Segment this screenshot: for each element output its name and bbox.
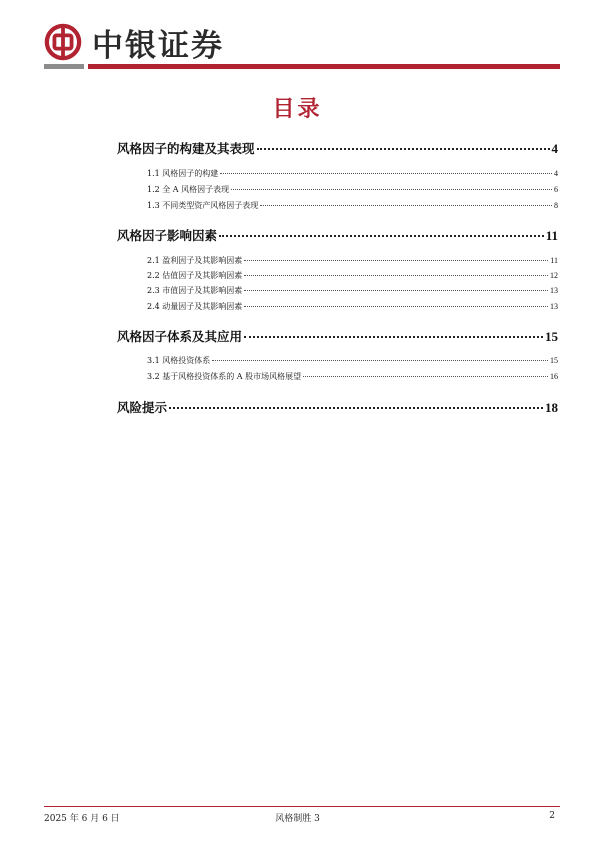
- footer-date: 2025 年 6 月 6 日: [44, 814, 120, 824]
- toc-entry-label: 风格因子体系及其应用: [117, 329, 243, 344]
- toc-entry-section[interactable]: [147, 355, 558, 366]
- toc-entry-page: 13: [550, 302, 558, 311]
- toc-entry-chapter[interactable]: [117, 139, 558, 157]
- toc-entry-section[interactable]: [147, 285, 558, 296]
- header-rule-red: [88, 64, 560, 69]
- toc-dot-leader: [244, 306, 548, 307]
- toc-dot-leader: [212, 360, 548, 361]
- toc-entry-chapter[interactable]: [117, 327, 558, 345]
- toc-entry-label: 1.1 风格因子的构建: [147, 169, 219, 178]
- toc-entry-label: 3.2 基于风格投资体系的 A 股市场风格展望: [147, 372, 302, 381]
- footer-rule: [44, 806, 560, 807]
- toc-entry-label: 1.3 不同类型资产风格因子表现: [147, 201, 259, 210]
- toc-entry-page: 4: [551, 141, 558, 156]
- toc-dot-leader: [257, 148, 550, 150]
- toc-entry-page: 15: [545, 329, 558, 344]
- toc-dot-leader: [231, 189, 552, 190]
- toc-entry-section[interactable]: [147, 255, 558, 266]
- toc-entry-page: 18: [545, 400, 558, 415]
- header-rule-gray: [44, 64, 84, 69]
- toc-entry-page: 4: [554, 169, 558, 178]
- header-logo: [44, 22, 224, 62]
- toc-dot-leader: [244, 275, 548, 276]
- toc-dot-leader: [244, 290, 548, 291]
- toc-entry-label: 2.4 动量因子及其影响因素: [147, 302, 243, 311]
- toc-entry-section[interactable]: [147, 270, 558, 281]
- toc-entry-page: 16: [550, 372, 558, 381]
- toc-entry-page: 11: [550, 256, 558, 265]
- toc-entry-chapter[interactable]: [117, 226, 558, 244]
- toc-title: 目录: [272, 96, 323, 122]
- toc-entry-page: 15: [550, 356, 558, 365]
- toc-dot-leader: [219, 235, 544, 237]
- toc-entry-label: 2.3 市值因子及其影响因素: [147, 286, 243, 295]
- toc-entry-page: 11: [545, 228, 558, 243]
- toc-entry-chapter[interactable]: [117, 398, 558, 416]
- toc-entry-section[interactable]: [147, 184, 558, 195]
- toc-entry-label: 1.2 全 A 风格因子表现: [147, 185, 230, 194]
- toc-dot-leader: [260, 205, 552, 206]
- toc-entry-section[interactable]: [147, 301, 558, 312]
- toc-entry-page: 13: [550, 286, 558, 295]
- toc-entry-label: 风格因子的构建及其表现: [117, 141, 255, 156]
- toc-entry-page: 8: [554, 201, 558, 210]
- footer-report-title: 风格制胜 3: [275, 814, 320, 824]
- toc-entry-page: 12: [550, 271, 558, 280]
- toc-entry-label: 2.1 盈利因子及其影响因素: [147, 256, 243, 265]
- toc-entry-label: 2.2 估值因子及其影响因素: [147, 271, 243, 280]
- brand-name: 中银证券: [92, 27, 224, 64]
- toc-entry-page: 6: [554, 185, 558, 194]
- toc-entry-section[interactable]: [147, 168, 558, 179]
- toc-dot-leader: [220, 173, 552, 174]
- toc-dot-leader: [303, 376, 548, 377]
- footer-page-number: 2: [549, 811, 555, 821]
- toc-dot-leader: [244, 336, 543, 338]
- toc-entry-label: 风险提示: [117, 400, 168, 415]
- toc-entry-label: 3.1 风格投资体系: [147, 356, 211, 365]
- toc-entry-label: 风格因子影响因素: [117, 228, 218, 243]
- bank-of-china-logo-icon: [44, 23, 82, 61]
- toc-entry-section[interactable]: [147, 371, 558, 382]
- toc-dot-leader: [169, 407, 543, 409]
- toc-entry-section[interactable]: [147, 200, 558, 211]
- toc-dot-leader: [244, 260, 548, 261]
